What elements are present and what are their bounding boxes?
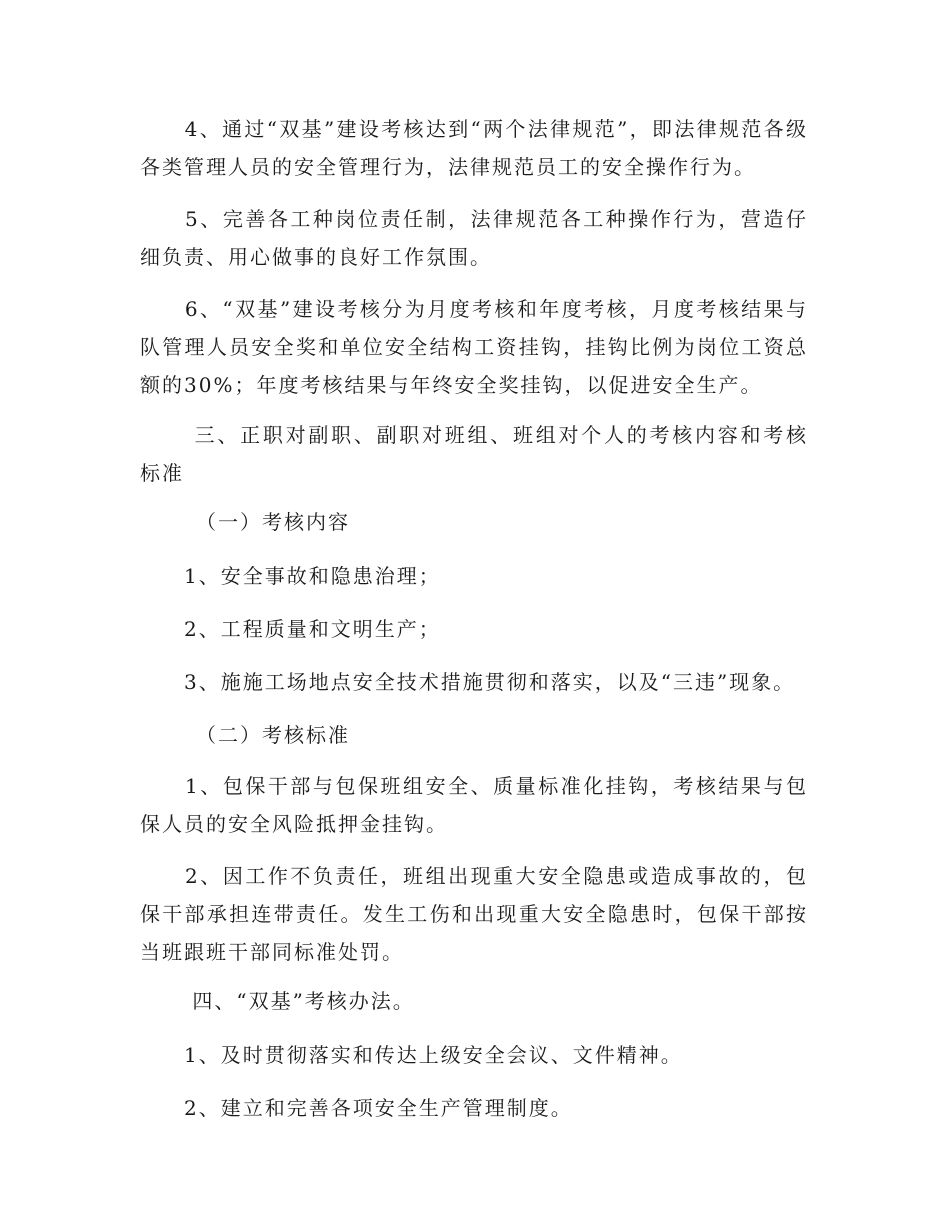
standard-item-1: 1、包保干部与包保班组安全、质量标准化挂钩，考核结果与包保人员的安全风险抵押金挂钩。: [140, 774, 808, 836]
paragraph-item-5: 5、完善各工种岗位责任制，法律规范各工种操作行为，营造仔细负责、用心做事的良好工作氛围。: [140, 207, 808, 269]
section-heading-3: 三、正职对副职、副职对班组、班组对个人的考核内容和考核标准: [140, 423, 808, 485]
method-item-2: 2、建立和完善各项安全生产管理制度。: [140, 1096, 573, 1120]
subsection-heading-content: （一）考核内容: [140, 510, 350, 534]
content-item-3: 3、施施工场地点安全技术措施贯彻和落实，以及“三违”现象。: [140, 670, 796, 694]
paragraph-item-6: 6、“双基”建设考核分为月度考核和年度考核，月度考核结果与队管理人员安全奖和单位安全结构工资挂钩，挂钩比例为岗位工资总额的30%；年度考核结果与年终安全奖挂钩，以促进安全生产。: [140, 297, 808, 397]
content-item-2: 2、工程质量和文明生产；: [140, 617, 441, 641]
subsection-heading-standard: （二）考核标准: [140, 723, 350, 747]
section-heading-4: 四、“双基”考核办法。: [140, 989, 415, 1013]
paragraph-item-4: 4、通过“双基”建设考核达到“两个法律规范”，即法律规范各级各类管理人员的安全管理行为，法律规范员工的安全操作行为。: [140, 117, 808, 179]
content-item-1: 1、安全事故和隐患治理；: [140, 564, 441, 588]
method-item-1: 1、及时贯彻落实和传达上级安全会议、文件精神。: [140, 1043, 683, 1067]
standard-item-2: 2、因工作不负责任，班组出现重大安全隐患或造成事故的，包保干部承担连带责任。发生工伤和出现重大安全隐患时，包保干部按当班跟班干部同标准处罚。: [140, 864, 808, 964]
